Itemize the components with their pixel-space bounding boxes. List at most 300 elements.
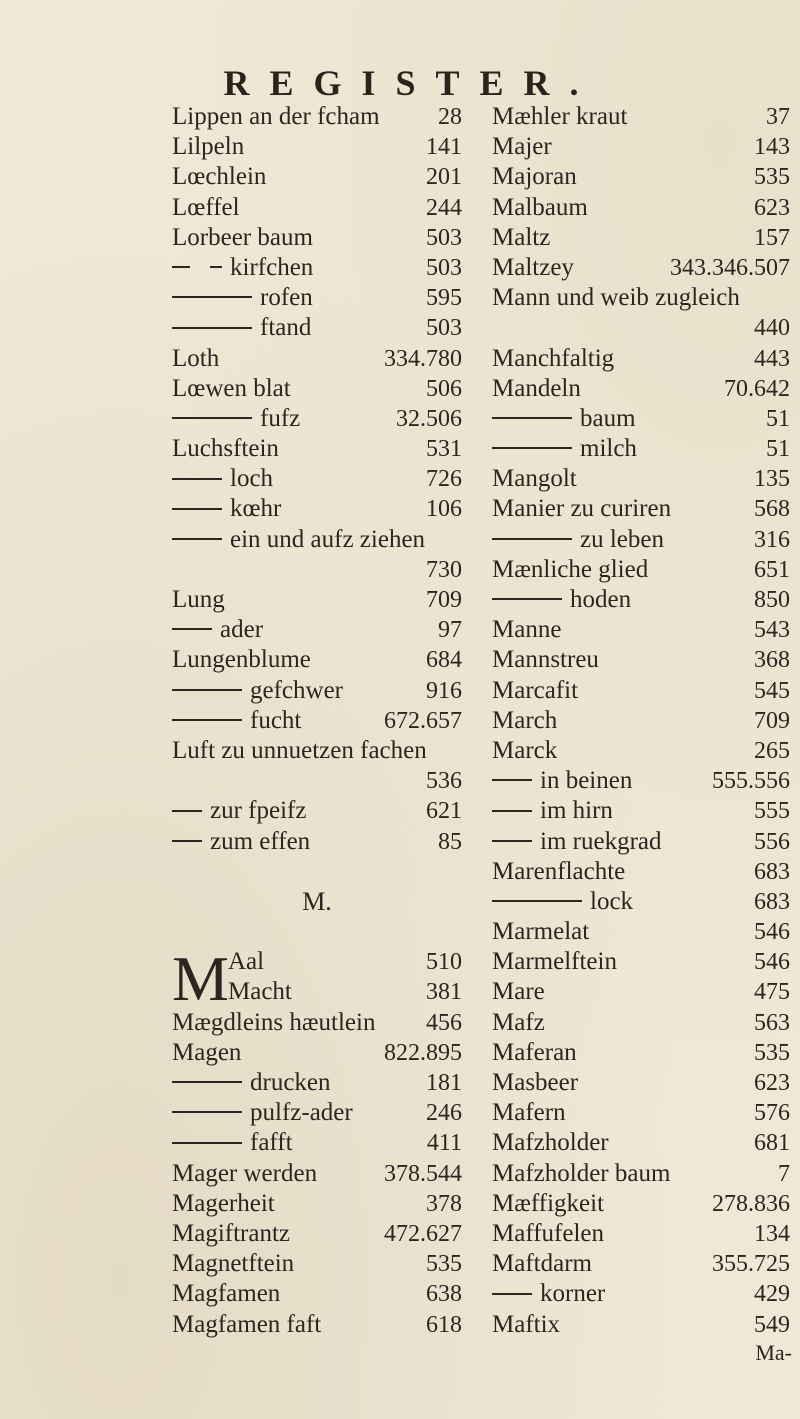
index-entry xyxy=(492,796,790,826)
repeat-dash xyxy=(172,1111,242,1113)
index-term xyxy=(172,585,225,615)
index-term xyxy=(492,494,671,524)
repeat-dash xyxy=(492,598,562,600)
index-entry xyxy=(492,1159,790,1189)
index-term-text: fucht xyxy=(250,706,302,734)
index-term xyxy=(492,193,588,223)
index-term-text: Macht xyxy=(228,978,292,1006)
repeat-dash xyxy=(172,810,202,812)
index-term xyxy=(172,102,380,132)
page-number: 555 xyxy=(754,798,790,825)
index-term xyxy=(172,313,311,343)
page-number: 726 xyxy=(426,466,462,493)
index-term-text: Lœchlein xyxy=(172,163,267,191)
index-term xyxy=(172,404,300,434)
index-term xyxy=(172,1159,317,1189)
index-entry xyxy=(492,1249,790,1279)
page-number: 97 xyxy=(438,617,462,644)
index-entry xyxy=(172,193,462,223)
index-entry xyxy=(172,283,462,313)
page-number: 503 xyxy=(426,224,462,251)
index-term xyxy=(172,615,263,645)
index-entry xyxy=(492,464,790,494)
index-term-text: Maftdarm xyxy=(492,1250,592,1278)
page-number: 265 xyxy=(754,737,790,764)
index-entry xyxy=(492,1098,790,1128)
page-number: 672.657 xyxy=(384,707,462,734)
page-number: 378 xyxy=(426,1190,462,1217)
index-term-text: ftand xyxy=(260,314,312,342)
page-number: 536 xyxy=(426,768,462,795)
index-term-text: Mann und weib zugleich xyxy=(492,284,740,312)
index-term-text: im hirn xyxy=(540,797,613,825)
repeat-dash xyxy=(172,840,202,842)
index-term xyxy=(492,766,632,796)
page-number: 651 xyxy=(754,556,790,583)
page-number: 684 xyxy=(426,647,462,674)
index-term xyxy=(492,1159,670,1189)
index-term-text: Mafern xyxy=(492,1099,566,1127)
page-number: 368 xyxy=(754,647,790,674)
page-number: 70.642 xyxy=(724,375,790,402)
index-term xyxy=(492,977,545,1007)
index-term xyxy=(172,1219,290,1249)
page-number: 37 xyxy=(766,104,790,130)
index-term xyxy=(492,525,664,555)
index-term-text: Masbeer xyxy=(492,1069,579,1096)
index-term xyxy=(492,676,578,706)
index-entry xyxy=(492,162,790,192)
index-term xyxy=(172,645,311,675)
index-entry xyxy=(492,887,790,917)
index-entry xyxy=(172,977,462,1007)
page-number: 709 xyxy=(754,707,790,734)
index-term xyxy=(172,736,427,766)
page-number: 334.780 xyxy=(384,345,462,372)
index-entry xyxy=(172,1249,462,1279)
index-term-text: Magfamen faft xyxy=(172,1310,322,1338)
index-entry xyxy=(172,1189,462,1219)
index-entry xyxy=(172,645,462,675)
index-entry xyxy=(492,494,790,524)
index-entry xyxy=(492,736,790,766)
index-term-text: Maltzey xyxy=(492,253,574,281)
index-entry xyxy=(172,796,462,826)
page-number: 355.725 xyxy=(712,1251,790,1278)
page-number: 135 xyxy=(754,466,790,493)
index-term xyxy=(172,1279,280,1309)
index-term xyxy=(172,434,279,464)
page-number: 555.556 xyxy=(712,768,790,795)
index-entry xyxy=(492,1068,790,1098)
index-entry xyxy=(172,706,462,736)
index-term xyxy=(172,464,273,494)
index-term-text: Marck xyxy=(492,736,558,764)
index-term xyxy=(172,796,306,826)
index-entry xyxy=(492,1219,790,1249)
page-number: 278.836 xyxy=(712,1190,790,1217)
index-term xyxy=(172,1310,321,1340)
index-entry xyxy=(172,1159,462,1189)
index-term-text: Marmelat xyxy=(492,918,590,946)
index-entry xyxy=(492,253,790,283)
index-entry xyxy=(492,1038,790,1068)
index-entry xyxy=(172,736,462,766)
index-entry xyxy=(172,1310,462,1340)
index-term xyxy=(172,132,244,162)
page-number: 535 xyxy=(754,1039,790,1066)
index-term xyxy=(172,676,343,706)
index-entry xyxy=(492,645,790,675)
index-term-text: ader xyxy=(220,616,264,644)
index-term-text: Mangolt xyxy=(492,465,577,493)
index-entry-continuation xyxy=(172,766,462,796)
index-term xyxy=(492,706,557,736)
index-term xyxy=(492,827,661,857)
page-number: 181 xyxy=(426,1070,462,1096)
page-number: 510 xyxy=(426,949,462,976)
index-term-text: hoden xyxy=(570,586,632,613)
repeat-dash xyxy=(172,1081,242,1083)
page-number: 7 xyxy=(778,1160,790,1187)
index-term xyxy=(172,1249,294,1279)
page-number: 244 xyxy=(426,194,462,221)
index-entry xyxy=(492,706,790,736)
index-term-text: Lorbeer baum xyxy=(172,223,313,251)
index-term xyxy=(492,947,617,977)
repeat-dash xyxy=(172,508,222,510)
index-entry xyxy=(492,615,790,645)
repeat-dash xyxy=(492,900,582,902)
page-number: 638 xyxy=(426,1281,462,1308)
index-term-text: Lilpeln xyxy=(172,133,245,161)
index-term-text: Manchfaltig xyxy=(492,344,615,372)
index-term-text: Mannstreu xyxy=(492,646,599,674)
index-term-text: Mæffigkeit xyxy=(492,1189,605,1217)
repeat-dash xyxy=(492,840,532,842)
index-term xyxy=(172,162,266,192)
index-term xyxy=(492,615,561,645)
index-term-text: Marmelftein xyxy=(492,948,617,976)
index-term-text: Maftix xyxy=(492,1310,561,1338)
index-term-text: Malbaum xyxy=(492,193,588,221)
repeat-dash xyxy=(492,810,532,812)
index-entry xyxy=(172,827,462,857)
index-entry xyxy=(492,977,790,1007)
index-entry xyxy=(492,555,790,585)
page-number: 378.544 xyxy=(384,1160,462,1187)
blank-line xyxy=(172,857,462,887)
index-term xyxy=(492,1008,545,1038)
catchword: Ma- xyxy=(755,1340,792,1365)
index-term xyxy=(492,645,599,675)
repeat-dash xyxy=(492,779,532,781)
index-term xyxy=(172,193,240,223)
index-term-text: Luft zu unnuetzen fachen xyxy=(172,736,427,764)
index-term-text: Marenflachte xyxy=(492,857,626,885)
repeat-dash xyxy=(492,1293,532,1295)
index-term-text: kirfchen xyxy=(230,253,314,281)
page-number: 85 xyxy=(438,828,462,855)
index-term xyxy=(492,555,648,585)
page-number: 681 xyxy=(754,1130,790,1157)
index-term xyxy=(492,1068,578,1098)
index-term xyxy=(492,464,577,494)
index-term xyxy=(228,977,292,1007)
index-entry-continuation xyxy=(172,555,462,585)
index-term-text: Magerheit xyxy=(172,1189,275,1217)
index-term-text: March xyxy=(492,706,558,734)
page-number: 822.895 xyxy=(384,1039,462,1066)
index-entry xyxy=(492,132,790,162)
index-term xyxy=(172,1008,375,1038)
index-entry xyxy=(172,404,462,434)
repeat-dash xyxy=(172,266,190,268)
page-number: 506 xyxy=(426,375,462,402)
page-number: 683 xyxy=(754,858,790,885)
page-number: 51 xyxy=(766,436,790,463)
index-term-text: pulfz-ader xyxy=(250,1099,353,1127)
page-number: 568 xyxy=(754,496,790,523)
page-number: 549 xyxy=(754,1311,790,1338)
index-term-text: Loth xyxy=(172,344,220,372)
index-term-text: Mager werden xyxy=(172,1159,318,1187)
index-entry xyxy=(492,1008,790,1038)
index-entry xyxy=(172,313,462,343)
page-number: 440 xyxy=(754,315,790,342)
index-term-text: kœhr xyxy=(230,495,282,523)
index-term xyxy=(492,253,574,283)
index-term-text: Mæhler kraut xyxy=(492,103,628,130)
index-term xyxy=(172,525,425,555)
page-number: 28 xyxy=(438,104,462,130)
index-term-text: Majer xyxy=(492,133,552,161)
page-number: 531 xyxy=(426,436,462,463)
index-term xyxy=(492,857,625,887)
index-term xyxy=(172,706,301,736)
index-term-text: Marcafit xyxy=(492,676,579,704)
index-entry xyxy=(492,102,790,132)
index-entry xyxy=(492,344,790,374)
page-number: 472.627 xyxy=(384,1220,462,1247)
index-entry xyxy=(172,615,462,645)
index-term xyxy=(492,1279,605,1309)
index-term xyxy=(172,253,313,283)
index-term-text: milch xyxy=(580,435,637,463)
index-column-left xyxy=(172,102,462,1340)
repeat-dash xyxy=(210,266,222,268)
repeat-dash xyxy=(172,296,252,298)
index-entry xyxy=(492,676,790,706)
index-term xyxy=(492,1310,560,1340)
index-term xyxy=(172,1098,353,1128)
page-number: 556 xyxy=(754,828,790,855)
page-number: 709 xyxy=(426,587,462,613)
index-entry xyxy=(492,404,790,434)
index-term xyxy=(492,283,740,313)
index-entry xyxy=(172,1008,462,1038)
index-term xyxy=(172,283,313,313)
page-number: 543 xyxy=(754,617,790,644)
index-term-text: Maltz xyxy=(492,223,551,251)
index-entry xyxy=(492,193,790,223)
index-term xyxy=(172,374,291,404)
index-entry xyxy=(492,766,790,796)
page-number: 595 xyxy=(426,285,462,312)
index-term xyxy=(492,434,637,464)
drop-cap: M xyxy=(172,943,229,1015)
index-term xyxy=(492,102,627,132)
index-entry xyxy=(172,344,462,374)
index-entry xyxy=(172,1098,462,1128)
index-term-text: Lœwen blat xyxy=(172,374,291,402)
index-term xyxy=(172,223,313,253)
page-number: 246 xyxy=(426,1100,462,1127)
index-term xyxy=(492,1189,604,1219)
repeat-dash xyxy=(492,447,572,449)
index-term xyxy=(492,404,636,434)
index-term-text: Luchsftein xyxy=(172,435,279,463)
index-term-text: Mafz xyxy=(492,1008,545,1036)
index-entry xyxy=(492,223,790,253)
index-term-text: Mare xyxy=(492,978,545,1006)
index-entry xyxy=(172,102,462,132)
page-number: 475 xyxy=(754,979,790,1006)
index-term xyxy=(492,796,613,826)
index-column-right xyxy=(492,102,790,1340)
index-entry xyxy=(492,283,790,313)
index-entry xyxy=(172,1068,462,1098)
index-term-text: loch xyxy=(230,465,274,493)
index-term xyxy=(492,887,633,917)
index-entry xyxy=(172,374,462,404)
page-number: 545 xyxy=(754,677,790,704)
index-term-text: Majoran xyxy=(492,163,577,191)
index-entry xyxy=(492,827,790,857)
index-term xyxy=(492,917,589,947)
page-number: 343.346.507 xyxy=(670,254,790,281)
index-term xyxy=(228,947,264,977)
repeat-dash xyxy=(172,478,222,480)
index-term-text: Lippen an der fcham xyxy=(172,103,380,130)
index-term xyxy=(172,344,219,374)
repeat-dash xyxy=(172,417,252,419)
index-term xyxy=(492,736,557,766)
page-number: 456 xyxy=(426,1009,462,1036)
index-entry xyxy=(172,132,462,162)
repeat-dash xyxy=(172,689,242,691)
index-term-text: Mafzholder xyxy=(492,1129,609,1157)
index-term xyxy=(172,1068,331,1098)
index-entry xyxy=(172,676,462,706)
index-term-text: Magfamen xyxy=(172,1280,281,1308)
page-number: 141 xyxy=(426,134,462,161)
page-number: 546 xyxy=(754,919,790,946)
index-entry xyxy=(492,1310,790,1340)
index-term-text: zu leben xyxy=(580,525,664,553)
page-number: 683 xyxy=(754,888,790,915)
index-entry xyxy=(172,525,462,555)
repeat-dash xyxy=(492,417,572,419)
repeat-dash xyxy=(492,538,572,540)
index-term xyxy=(172,1128,293,1158)
index-term-text: Mafzholder baum xyxy=(492,1159,671,1187)
index-term xyxy=(492,585,631,615)
index-term-text: zum effen xyxy=(210,827,311,855)
index-entry xyxy=(492,585,790,615)
index-entry xyxy=(172,1279,462,1309)
index-term xyxy=(492,1038,577,1068)
repeat-dash xyxy=(172,1142,242,1144)
index-entry xyxy=(492,434,790,464)
index-entry xyxy=(172,162,462,192)
index-term xyxy=(492,162,577,192)
index-entry xyxy=(492,917,790,947)
page-number: 535 xyxy=(754,164,790,191)
index-entry xyxy=(492,857,790,887)
index-entry-continuation xyxy=(492,313,790,343)
index-term xyxy=(172,1038,241,1068)
index-entry xyxy=(492,947,790,977)
index-term xyxy=(172,1189,275,1219)
page-number: 106 xyxy=(426,496,462,523)
index-term xyxy=(172,827,310,857)
repeat-dash xyxy=(172,628,212,630)
index-entry xyxy=(492,1189,790,1219)
index-entry xyxy=(172,464,462,494)
page-number: 535 xyxy=(426,1251,462,1278)
page-number: 623 xyxy=(754,194,790,221)
page-number: 201 xyxy=(426,164,462,191)
index-term-text: rofen xyxy=(260,284,313,312)
page-number: 157 xyxy=(754,224,790,251)
index-term-text: fafft xyxy=(250,1129,293,1157)
page-header: REGISTER. xyxy=(223,63,599,103)
page-number: 503 xyxy=(426,315,462,342)
repeat-dash xyxy=(172,719,242,721)
index-entry xyxy=(172,1219,462,1249)
page-number: 134 xyxy=(754,1220,790,1247)
index-term xyxy=(492,223,550,253)
index-term-text: Magnetftein xyxy=(172,1250,295,1278)
index-term-text: baum xyxy=(580,404,636,432)
index-term-text: drucken xyxy=(250,1069,331,1096)
index-term xyxy=(492,1249,592,1279)
index-term xyxy=(492,1098,566,1128)
index-term xyxy=(492,344,614,374)
index-term-text: Magen xyxy=(172,1038,242,1066)
index-term-text: Lœffel xyxy=(172,193,240,221)
index-term-text: Mænliche glied xyxy=(492,555,649,583)
index-term-text: Mægdleins hæutlein xyxy=(172,1008,376,1036)
index-term-text: lock xyxy=(590,887,634,915)
index-term-text: korner xyxy=(540,1280,606,1308)
index-term-text: Lungenblume xyxy=(172,646,311,674)
page-number: 143 xyxy=(754,134,790,161)
index-term-text: Maferan xyxy=(492,1038,577,1066)
index-term-text: Manne xyxy=(492,616,562,644)
page-number: 503 xyxy=(426,254,462,281)
index-term xyxy=(492,374,581,404)
index-entry xyxy=(172,253,462,283)
index-term xyxy=(172,494,281,524)
index-term-text: zur fpeifz xyxy=(210,797,307,825)
index-term-text: Maffufelen xyxy=(492,1219,604,1247)
page-number: 916 xyxy=(426,677,462,704)
page-number: 316 xyxy=(754,526,790,553)
page-number: 621 xyxy=(426,798,462,825)
index-term-text: Manier zu curiren xyxy=(492,495,672,523)
